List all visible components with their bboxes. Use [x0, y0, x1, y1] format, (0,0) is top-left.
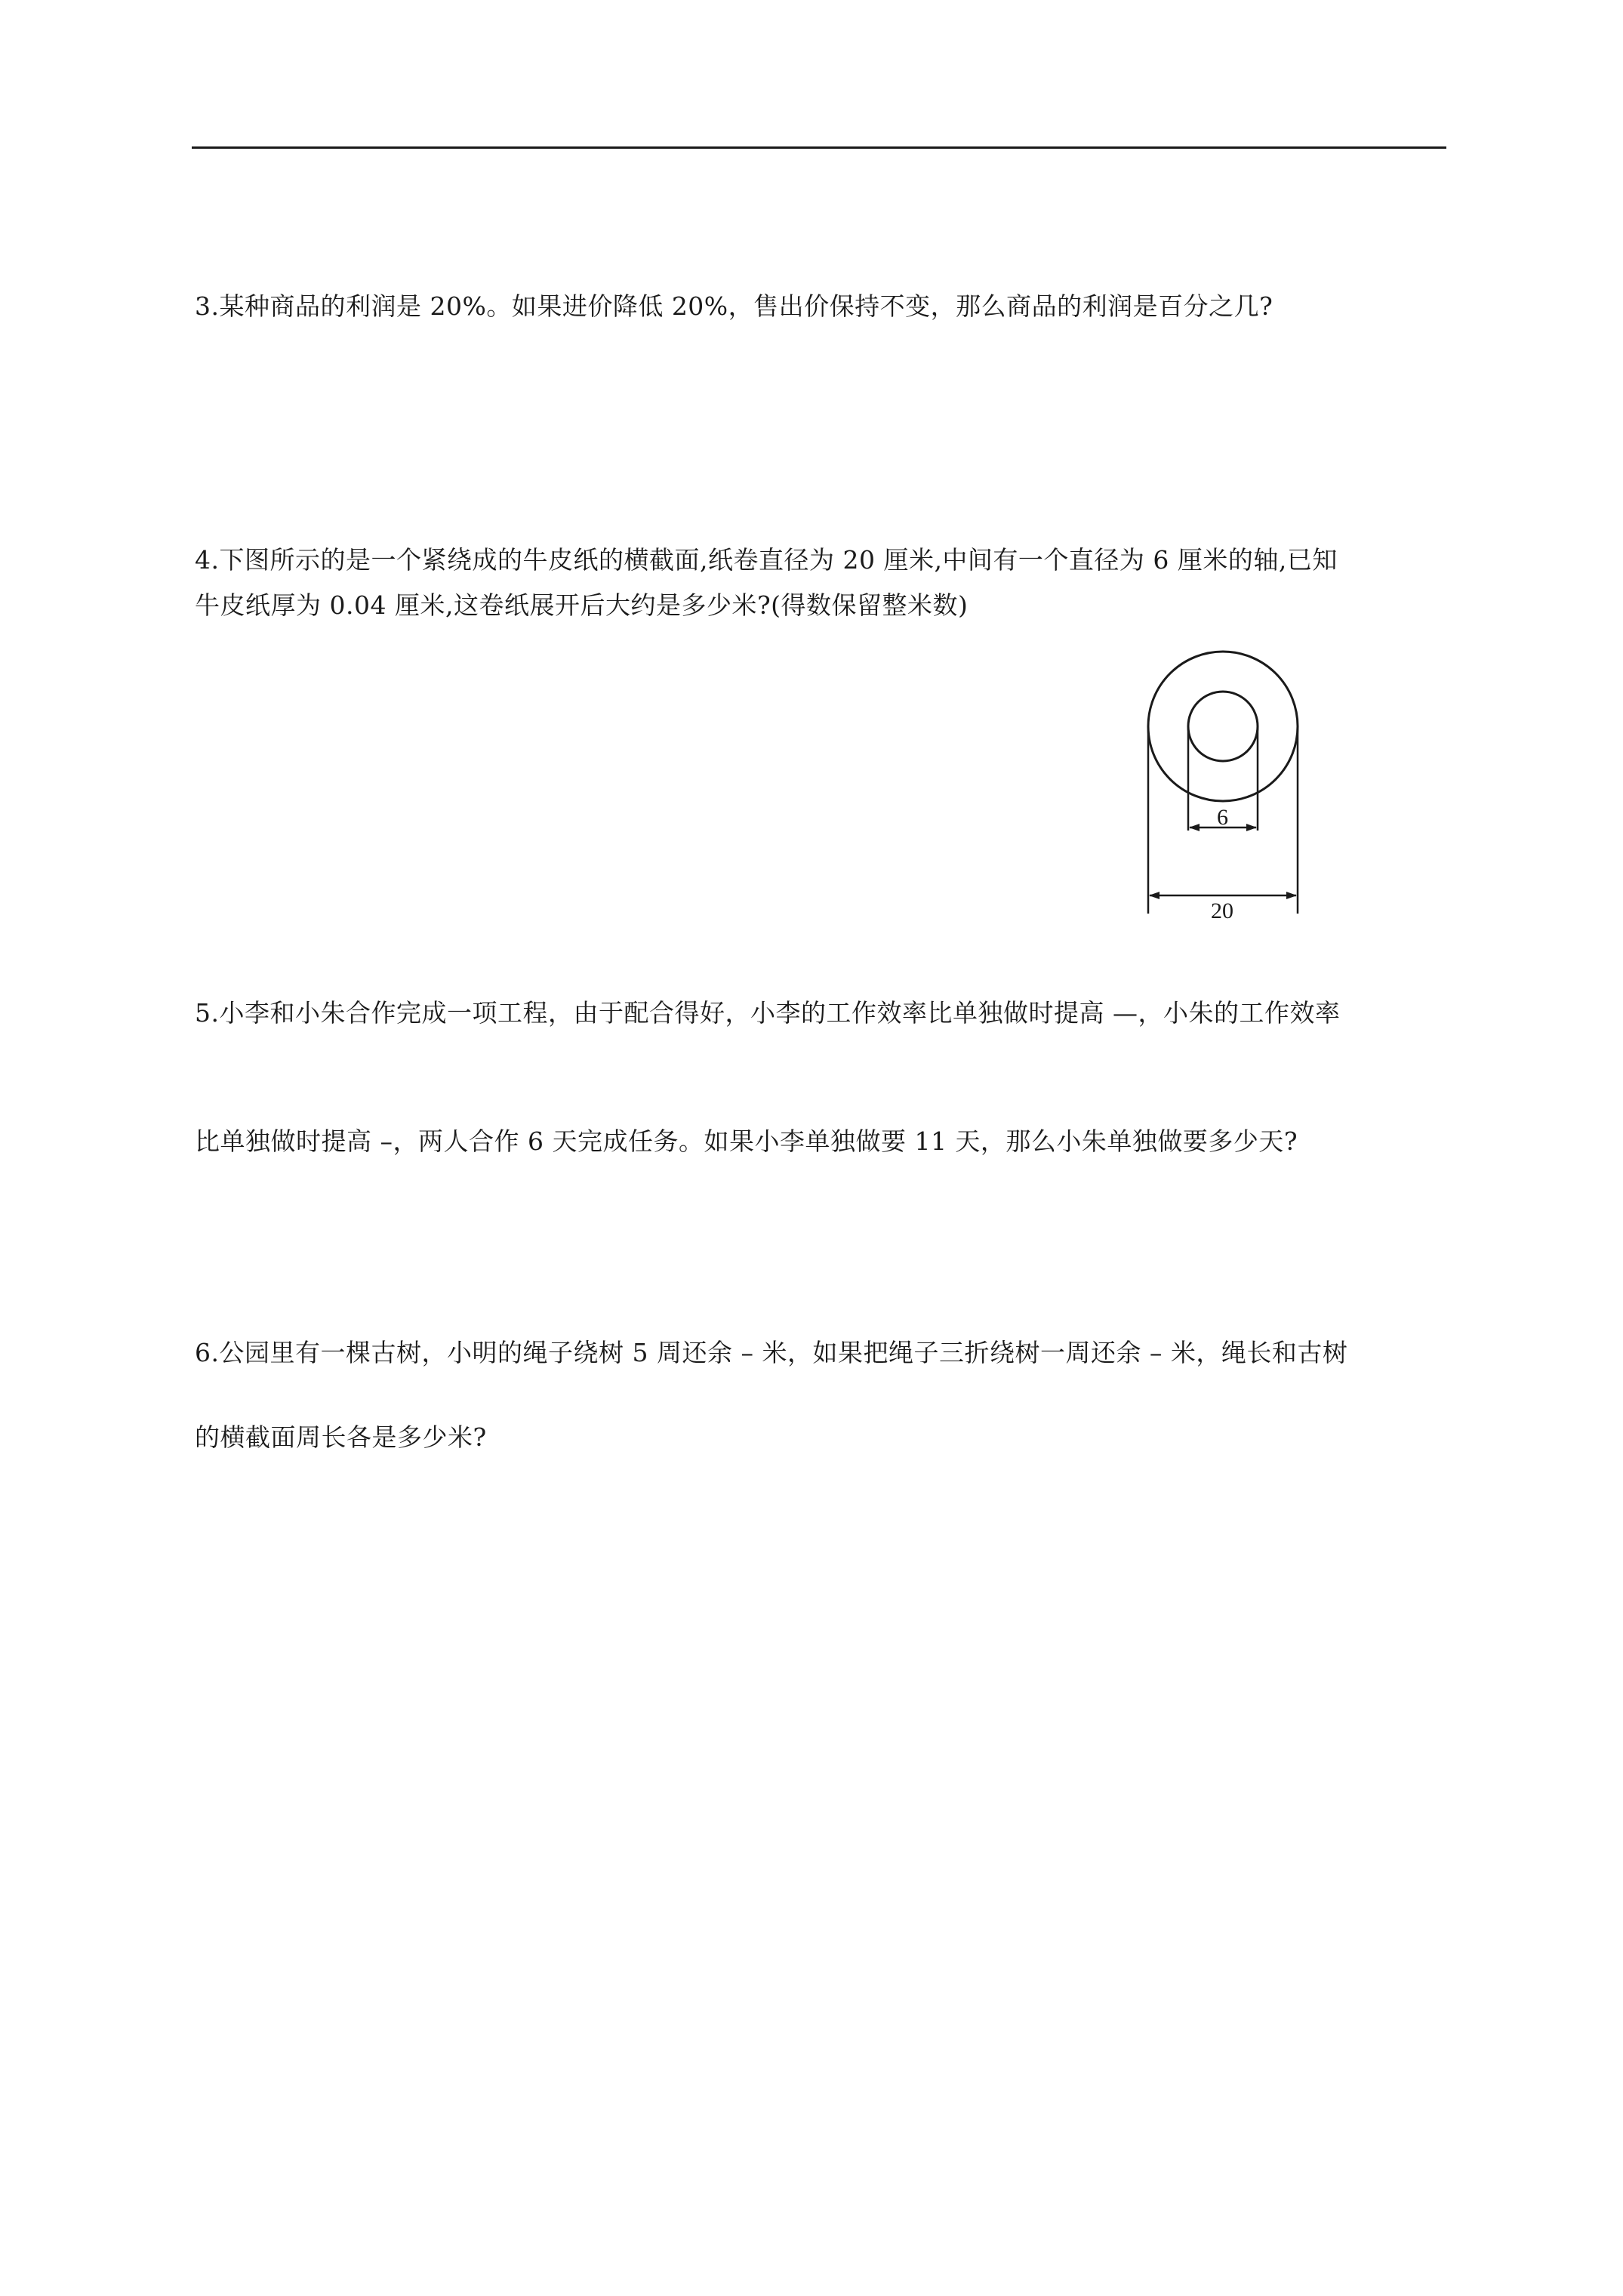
inner-circle [1188, 692, 1258, 761]
question-4-line-2: 牛皮纸厚为 0.04 厘米,这卷纸展开后大约是多少米?(得数保留整米数) [195, 590, 969, 620]
paper-roll-cross-section-figure [1132, 649, 1313, 921]
question-5-line-1: 5.小李和小朱合作完成一项工程，由于配合得好，小李的工作效率比单独做时提高 —，小朱的工作效率 [195, 998, 1341, 1028]
paper-roll-diagram [1132, 649, 1313, 921]
inner-diameter-label: 6 [1217, 805, 1228, 830]
outer-diameter-label: 20 [1211, 898, 1233, 921]
question-3-line-1: 3.某种商品的利润是 20%。如果进价降低 20%，售出价保持不变，那么商品的利润是百分之几? [195, 291, 1273, 321]
question-4-line-1: 4.下图所示的是一个紧绕成的牛皮纸的横截面,纸卷直径为 20 厘米,中间有一个直径为 6 厘米的轴,已知 [195, 545, 1338, 575]
question-6-line-1: 6.公园里有一棵古树，小明的绳子绕树 5 周还余 – 米，如果把绳子三折绕树一周还余 – 米，绳长和古树 [195, 1338, 1348, 1367]
question-6-line-2: 的横截面周长各是多少米? [195, 1422, 487, 1452]
question-5-line-2: 比单独做时提高 –，两人合作 6 天完成任务。如果小李单独做要 11 天，那么小朱单独做要多少天? [195, 1126, 1298, 1156]
header-rule [192, 146, 1446, 149]
outer-circle [1148, 652, 1298, 801]
